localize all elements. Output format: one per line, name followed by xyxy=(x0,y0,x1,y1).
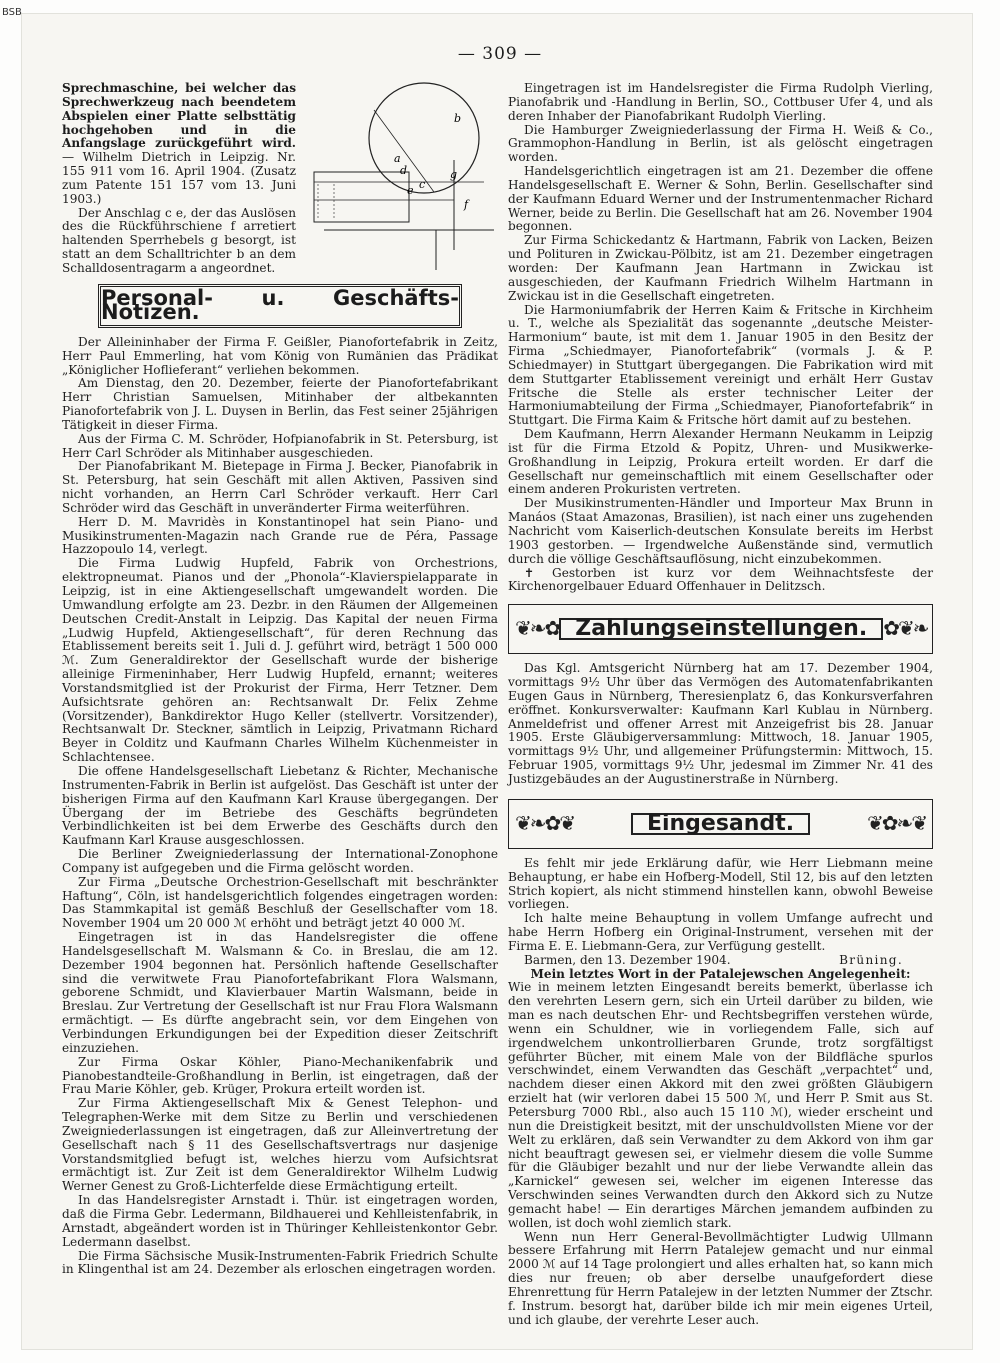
left-paragraph: Herr D. M. Mavridès in Konstantinopel hat sein Piano- und Musikinstrumenten-Magazin nach Grande rue de Péra, Passage Hazzopoulo 14, verlegt. xyxy=(62,514,498,557)
right-paragraph: Zur Firma Schickedantz & Hartmann, Fabrik von Lacken, Beizen und Polituren in Zwickau-Pölbitz, ist am 21. Dezember eingetragen worden: Der Kaufmann Jean Hartmann in Zwickau ist ausgeschieden, der Kaufmann Friedrich Wilhelm Hartmann in Zwickau ist in die Gesellschaft eingetreten. xyxy=(508,233,933,303)
patent-body: Der Anschlag c e, der das Auslösen des die Rückführschiene f arretiert haltenden Sperrhebels g besorgt, ist statt an dem Schalltrichter b an dem Schalldosentragarm a angeordnet. xyxy=(62,205,296,275)
fig-label-e: e xyxy=(407,184,414,197)
right-paragraph: Der Musikinstrumenten-Händler und Importeur Max Brunn in Manáos (Staat Amazonas, Brasilien), ist nach einer uns zugehenden Nachricht vom Kaiserlich-deutschen Konsulate bereits im Herbst 1903 gestorben. — Irgendwelche Außenstände sind, vermutlich durch die völlige Geschäftsauflösung, nicht einzubekommen. xyxy=(508,496,933,566)
left-paragraph: Der Pianofabrikant M. Bietepage in Firma J. Becker, Pianofabrik in St. Petersburg, hat sein Geschäft mit allen Aktiven, Passiven sind nicht vorhanden, an Herrn Carl Schröder verkauft. Herr Carl Schröder wird das Geschäft in unveränderter Firma weiterführen. xyxy=(62,459,498,515)
signature-name: Brüning. xyxy=(839,952,903,967)
fig-label-g: g xyxy=(450,168,458,181)
personal-section-title: Personal- u. Geschäfts-Notizen. xyxy=(101,285,459,324)
eingesandt-paragraph: Es fehlt mir jede Erklärung dafür, wie Herr Liebmann meine Behauptung, er habe ein Hofberg-Modell, Stil 12, bis auf den letzten Strich kopiert, als nicht stimmend hinstellen kann, obwohl Beweise vorliegen. xyxy=(508,855,933,912)
signature-place: Barmen, den 13. Dezember 1904. xyxy=(524,952,731,967)
fig-label-d: d xyxy=(400,164,408,177)
left-paragraph: Am Dienstag, den 20. Dezember, feierte der Pianofortefabrikant Herr Christian Samuelsen, Mitinhaber der altbekannten Pianofortefabrik von J. L. Duysen in Berlin, das Fest seiner 25jährigen Tätigkeit in dieser Firma. xyxy=(62,376,498,432)
signature-line xyxy=(508,954,933,968)
left-paragraph: Der Alleininhaber der Firma F. Geißler, Pianofortefabrik in Zeitz, Herr Paul Emmerling, hat vom König von Rumänien das Prädikat „Königlicher Hoflieferant“ verliehen bekommen. xyxy=(62,334,498,377)
right-paragraph: Die Hamburger Zweigniederlassung der Firma H. Weiß & Co., Grammophon-Handlung in Berlin, ist als gelöscht eingetragen worden. xyxy=(508,122,933,165)
right-paragraph: Die Harmoniumfabrik der Herren Kaim & Fritsche in Kirchheim u. T., welche als Spezialität das sogenannte „deutsche Meister-Harmonium“ baute, ist mit dem 1. Januar 1905 in den Besitz der Firma „Schiedmayer, Pianofortefabrik“ (vormals J. & P. Schiedmayer) in Stuttgart übergegangen. Die Fabrikation wird mit dem Stuttgarter Etablissement vereinigt und erhält Herr Gustav Fritsche die Stelle als erster technischer Leiter der Harmoniumabteilung der Firma „Schiedmayer, Pianofortefabrik“ in Stuttgart. Die Firma Kaim & Fritsche hört damit auf zu bestehen. xyxy=(508,302,933,428)
fig-label-b: b xyxy=(454,112,462,125)
right-paragraph: Dem Kaufmann, Herrn Alexander Hermann Neukamm in Leipzig ist für die Firma Etzold & Popitz, Uhren- und Musikwerke-Großhandlung in Leipzig, Prokura erteilt worden. Er darf die Gesellschaft nur gemeinschaftlich mit einem Gesellschafter oder einem anderen Prokuristen vertreten. xyxy=(508,427,933,497)
left-paragraph: Die Firma Ludwig Hupfeld, Fabrik von Orchestrions, elektropneumat. Pianos und der „Phonola“-Klavierspielapparate in Leipzig, ist in eine Aktiengesellschaft umgewandelt worden. Die Umwandlung erfolgte am 23. Dezbr. in den Räumen der Allgemeinen Deutschen Credit-Anstalt in Leipzig. Das Kapital der neuen Firma „Ludwig Hupfeld, Aktiengesellschaft“, für deren Rechnung das Etablissement bereits seit 1. Juli d. J. geführt wird, beträgt 1 500 000 ℳ. Zum Generaldirektor der Gesellschaft wurde der bisherige alleinige Firmeninhaber, Herr Ludwig Hupfeld, ernannt; weiteres Vorstandsmitglied ist der Prokurist der Firma, Herr Tetzner. Dem Aufsichtsrate gehören an: Rechtsanwalt Dr. Felix Zehme (Vorsitzender), Bankdirektor Hugo Keller (stellvertr. Vorsitzender), Rechtsanwalt Dr. Steckner, sämtlich in Leipzig, Privatmann Richard Beyer in Colditz und Kaufmann Charles Wilhelm Küchenmeister in Schlachtensee. xyxy=(62,556,498,765)
personal-section-header xyxy=(98,284,462,328)
eingesandt-paragraph: Ich halte meine Behauptung in vollem Umfange aufrecht und habe Herrn Hofberg ein Original-Instrument, versehen mit der Firma E. E. Liebmann-Gera, zur Verfügung gestellt. xyxy=(508,911,933,953)
zahlung-section-header xyxy=(508,604,933,654)
right-column xyxy=(508,82,933,1328)
left-paragraph: Zur Firma „Deutsche Orchestrion-Gesellschaft mit beschränkter Haftung“, Cöln, ist handelsgerichtlich folgendes eingetragen worden: Das Stammkapital ist gemäß Beschluß der Gesellschafter vom 18. November 1904 um 20 000 ℳ erhöht und beträgt jetzt 40 000 ℳ. xyxy=(62,874,498,931)
fig-label-a: a xyxy=(394,152,401,165)
eingesandt-paragraph: Wenn nun Herr General-Bevollmächtigter Ludwig Ullmann bessere Erfahrung mit Herrn Patalejew gemacht und nur einmal 2000 ℳ auf 14 Tage prolongiert und alles erhalten hat, so kann mich dies nur freuen; ob aber derselbe unaufgefordert diese Ehrenrettung für Herrn Patalejew in der letzten Nummer der Ztschr. f. Instrum. besorgt hat, darüber bilde ich mir mein eigenes Urteil, und ich glaube, der verehrte Leser auch. xyxy=(508,1229,933,1327)
eingesandt-section-title: Eingesandt. xyxy=(631,813,810,835)
patent-title: Sprechmaschine, bei welcher das Sprechwerkzeug nach beendetem Abspielen einer Platte selbsttätig hochgehoben und in die Anfangslage zurückgeführt wird. xyxy=(62,81,296,151)
eingesandt-section-header xyxy=(508,799,933,849)
patent-figure xyxy=(304,80,500,270)
left-paragraph: Eingetragen ist in das Handelsregister die offene Handelsgesellschaft M. Walsmann & Co. in Breslau, die am 12. Dezember 1904 begonnen hat. Persönlich haftende Gesellschafter sind die verwitwete Frau Pianofortefabrikant Flora Walsmann, geborene Schmidt, und Klavierbauer Martin Walsmann, beide in Breslau. Zur Vertretung der Gesellschaft ist nur Frau Flora Walsmann ermächtigt. — Es dürfte angebracht sein, vor dem Eingehen von Verbindungen Erkundigungen bei der Expedition dieser Zeitschrift einzuziehen. xyxy=(62,930,498,1055)
ornament-right-icon: ✿❦❧ xyxy=(883,616,928,641)
zahlung-paragraph: Das Kgl. Amtsgericht Nürnberg hat am 17. Dezember 1904, vormittags 9½ Uhr über das Vermögen des Automatenfabrikanten Eugen Gaus in Nürnberg, Theresienplatz 6, das Konkursverfahren eröffnet. Konkursverwalter: Kaufmann Karl Kublau in Nürnberg. Anmeldefrist und offener Arrest mit Anzeigefrist bis 28. Januar 1905. Erste Gläubigerversammlung: Mittwoch, 18. Januar 1905, vormittags 9½ Uhr, und allgemeiner Prüfungstermin: Mittwoch, 15. Februar 1905, vormittags 9½ Uhr, jedesmal im Zimmer Nr. 41 des Justizgebäudes an der Augustinerstraße in Nürnberg. xyxy=(508,661,933,786)
ornament-left-icon: ❦❧✿ xyxy=(515,616,560,641)
left-paragraph: In das Handelsregister Arnstadt i. Thür. ist eingetragen worden, daß die Firma Gebr. Ledermann, Bildhauerei und Kehlleistenfabrik, in Arnstadt, abgeändert worden ist in Thüringer Kehlleistenkontor Gebr. Ledermann daselbst. xyxy=(62,1193,498,1249)
left-paragraph: Die Firma Sächsische Musik-Instrumenten-Fabrik Friedrich Schulte in Klingenthal ist am 24. Dezember als erloschen eingetragen worden. xyxy=(62,1248,498,1277)
left-paragraph: Die offene Handelsgesellschaft Liebetanz & Richter, Mechanische Instrumenten-Fabrik in Berlin ist aufgelöst. Das Geschäft ist unter der bisherigen Firma auf den Kaufmann Karl Krause übergegangen. Der Übergang der im Betriebe des Geschäfts begründeten Verbindlichkeiten ist bei dem Erwerbe des Geschäfts durch den Kaufmann Karl Krause ausgeschlossen. xyxy=(62,763,498,848)
zahlung-section-title: Zahlungseinstellungen. xyxy=(559,618,883,640)
patent-source: — Wilhelm Dietrich in Leipzig. Nr. 155 911 vom 16. April 1904. (Zusatz zum Patente 151 157 vom 13. Juni 1903.) xyxy=(62,150,296,206)
right-paragraph: Handelsgerichtlich eingetragen ist am 21. Dezember die offene Handelsgesellschaft E. Werner & Sohn, Berlin. Gesellschafter sind der Kaufmann Eduard Werner und der Instrumentenmacher Richard Werner, beide zu Berlin. Die Gesellschaft hat am 26. November 1904 begonnen. xyxy=(508,164,933,234)
ornament-right-icon: ❦✿❧❦ xyxy=(866,810,926,835)
left-paragraph: Aus der Firma C. M. Schröder, Hofpianofabrik in St. Petersburg, ist Herr Carl Schröder als Mitinhaber ausgeschieden. xyxy=(62,431,498,460)
left-paragraph: Zur Firma Aktiengesellschaft Mix & Genest Telephon- und Telegraphen-Werke mit dem Sitze zu Berlin und verschiedenen Zweigniederlassungen ist eingetragen, daß zur Alleinvertretung der Gesellschaft nach § 11 des Gesellschaftsvertrags nur dasjenige Vorstandsmitglied befugt ist, welches hierzu vom Aufsichtsrat ermächtigt ist. Zur Zeit ist dem Generaldirektor Wilhelm Ludwig Werner Genest zu Groß-Lichterfelde diese Ermächtigung erteilt. xyxy=(62,1096,498,1194)
left-column xyxy=(62,82,498,1277)
right-paragraph: ✝ Gestorben ist kurz vor dem Weihnachtsfeste der Kirchenorgelbauer Eduard Offenhauer in Delitzsch. xyxy=(508,565,933,594)
library-tag: BSB xyxy=(2,7,22,18)
fig-label-f: f xyxy=(464,198,469,211)
right-paragraph: Eingetragen ist im Handelsregister die Firma Rudolph Vierling, Pianofabrik und -Handlung in Berlin, SO., Cottbuser Ufer 4, und als deren Inhaber der Pianofabrikant Rudolph Vierling. xyxy=(508,81,933,123)
fig-label-c: c xyxy=(419,178,426,191)
ornament-left-icon: ❦❧✿❦ xyxy=(515,810,575,835)
left-paragraph: Zur Firma Oskar Köhler, Piano-Mechanikenfabrik und Pianobestandteile-Großhandlung in Berlin, ist eingetragen, daß der Frau Marie Köhler, geb. Krüger, Prokura erteilt worden ist. xyxy=(62,1054,498,1097)
eingesandt-heading: Mein letztes Wort in der Patalejewschen Angelegenheit: xyxy=(530,966,911,981)
left-paragraph: Die Berliner Zweigniederlassung der International-Zonophone Company ist aufgegeben und die Firma gelöscht worden. xyxy=(62,847,498,875)
eingesandt-paragraph: Wie in meinem letzten Eingesandt bereits bemerkt, überlasse ich den verehrten Lesern gern, sich ein Urteil darüber zu bilden, wie man es nach deutschen Ehr- und Rechtsbegriffen verstehen würde, wenn ein Schuldner, wie in vorliegendem Falle, sich auf irgendwelchem unkontrollierbaren Grunde, trotz sorgfältigst geführter Bücher, mit einem Male von der Bildfläche spurlos verschwindet, einem Verwandten das Geschäft „verpachtet“ und, nachdem dieser einen Akkord mit den zwei größten Gläubigern erzielt hat (wir verloren dabei 15 500 ℳ, und Herr P. Smit aus St. Petersburg 7000 Rbl., also auch 15 110 ℳ), wieder erscheint und nun die Dreistigkeit besitzt, mit der unschuldvollsten Miene vor der Welt zu erklären, daß sein Verwandter zu dem Akkord von ihm gar nicht beauftragt gewesen sei, er vielmehr diesem die volle Summe für die Gläubiger bezahlt und nur der liebe Verwandte allein das „Karnickel“ gewesen sei, welcher im eigenen Interesse das Verschwinden seines Verwandten durch den Akkord sich zu Nutze gemacht habe! — Ein derartiges Märchen jemandem aufbinden zu wollen, ist doch wohl ziemlich stark. xyxy=(508,980,933,1230)
page-number: — 309 — xyxy=(457,44,543,64)
